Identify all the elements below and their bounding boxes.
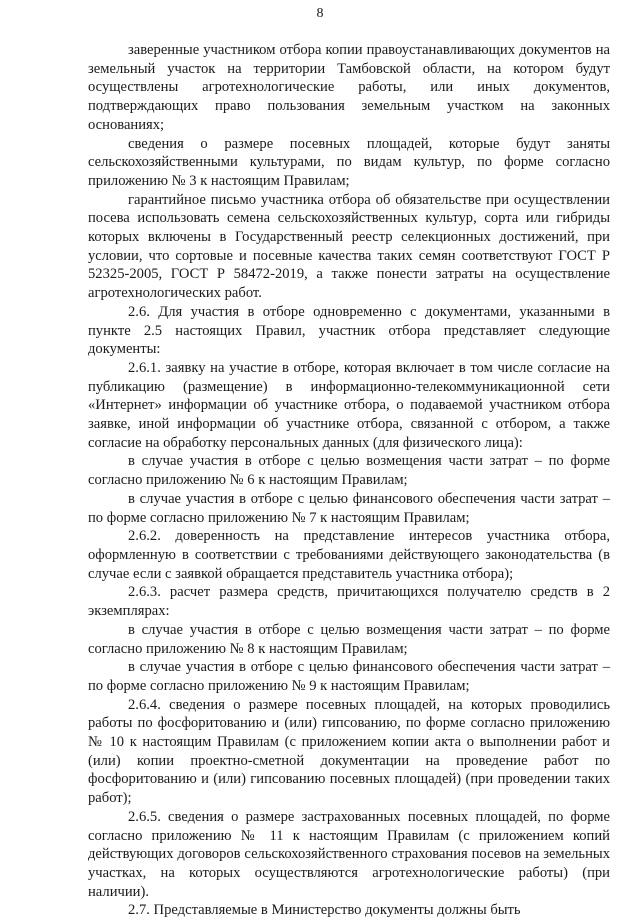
paragraph-2-7: 2.7. Представляемые в Министерство документы должны быть [128,902,521,919]
paragraph-2-6-4: 2.6.4. сведения о размере посевных площадей, на которых проводились работы по фосфоритованию и (или) гипсованию, по форме согласно приложению № 10 к настоящим Правилам (с приложением копии акта о выполнении работ и (или) копии проектно-сметной документации на проведение работ по фосфоритованию и (или) гипсованию посевных площадей) (при проведении таких работ); [88,696,610,807]
paragraph-2-6: 2.6. Для участия в отборе одновременно с документами, указанными в пункте 2.5 настоящих Правил, участник отбора представляет следующие документы: [88,303,610,358]
paragraph-guarantee-letter: гарантийное письмо участника отбора об обязательстве при осуществлении посева использовать семена сельскохозяйственных культур, сорта или гибриды которых включены в Государственный реестр селекционных достижений, при условии, что сортовые и посевные качества таких семян соответствуют ГОСТ Р 52325-2005, ГОСТ Р 58472-2019, а также понести затраты на осуществление агротехнологических работ. [88,191,610,302]
paragraph-2-6-2: 2.6.2. доверенность на представление интересов участника отбора, оформленную в соответствии с требованиями действующего законодательства (в случае если с заявкой обращается представитель участника отбора); [88,528,610,582]
document-body [88,41,610,920]
paragraph-form-appendix-8: в случае участия в отборе с целью возмещения части затрат – по форме согласно приложению № 8 к настоящим Правилам; [88,621,610,657]
page-number: 8 [316,6,324,21]
paragraph-2-6-5: 2.6.5. сведения о размере застрахованных посевных площадей, по форме согласно приложению № 11 к настоящим Правилам (с приложением копий действующих договоров сельскохозяйственного страхования посевов на земельных участках, на которых осуществляются агротехнологические работы) (при наличии). [88,808,610,900]
paragraph-2-6-1: 2.6.1. заявку на участие в отборе, которая включает в том числе согласие на публикацию (размещение) в информационно-телекоммуникационной сети «Интернет» информации об участнике отбора, о подаваемой участником отбора заявке, иной информации об участнике отбора, связанной с отбором, а также согласие на обработку персональных данных (для физического лица): [88,359,610,451]
paragraph-2-6-3: 2.6.3. расчет размера средств, причитающихся получателю средств в 2 экземплярах: [88,584,610,620]
paragraph-property-documents: заверенные участником отбора копии правоустанавливающих документов на земельный участок на территории Тамбовской области, на котором будут осуществлены агротехнологические работы, или иных документов, подтверждающих право пользования земельным участком на законных основаниях; [88,42,610,133]
paragraph-form-appendix-6: в случае участия в отборе с целью возмещения части затрат – по форме согласно приложению № 6 к настоящим Правилам; [88,453,610,489]
paragraph-form-appendix-9: в случае участия в отборе с целью финансового обеспечения части затрат – по форме согласно приложению № 9 к настоящим Правилам; [88,659,610,694]
paragraph-sown-area-info: сведения о размере посевных площадей, которые будут заняты сельскохозяйственными культурами, по видам культур, по форме согласно приложению № 3 к настоящим Правилам; [88,135,610,189]
paragraph-form-appendix-7: в случае участия в отборе с целью финансового обеспечения части затрат – по форме согласно приложению № 7 к настоящим Правилам; [88,490,610,526]
